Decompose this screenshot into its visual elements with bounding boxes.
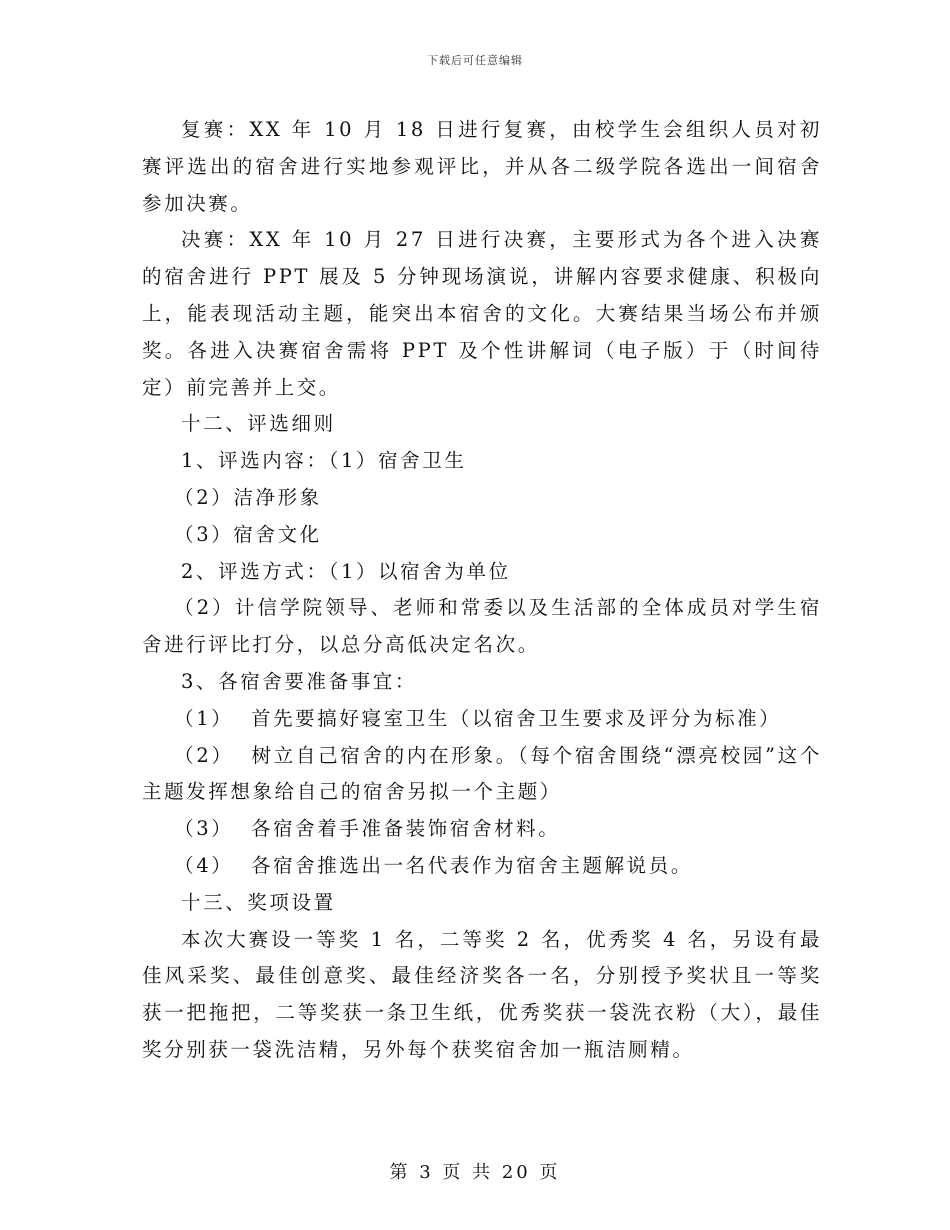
page-header-note: 下载后可任意编辑 xyxy=(427,54,523,67)
list-item-prep-materials: （3） 各宿舍着手准备装饰宿舍材料。 xyxy=(174,817,561,841)
list-item-judging-content: 1、评选内容：（1）宿舍卫生 xyxy=(181,449,467,473)
list-item-prep-image: （2） 树立自己宿舍的内在形象。（每个宿舍围绕“漂亮校园”这个主题发挥想象给自己的宿舍另拟一个主题） xyxy=(142,743,822,804)
paragraph-semifinal: 复赛：XX 年 10 月 18 日进行复赛，由校学生会组织人员对初赛评选出的宿舍进行实地参观评比，并从各二级学院各选出一间宿舍参加决赛。 xyxy=(142,118,822,215)
list-item-scoring: （2）计信学院领导、老师和常委以及生活部的全体成员对学生宿舍进行评比打分，以总分高低决定名次。 xyxy=(142,596,822,657)
list-item-dorm-culture: （3）宿舍文化 xyxy=(174,522,322,546)
section-heading-awards: 十三、奖项设置 xyxy=(181,890,336,914)
list-item-clean-image: （2）洁净形象 xyxy=(174,485,322,509)
document-body xyxy=(142,112,822,1069)
list-item-preparations: 3、各宿舍要准备事宜： xyxy=(181,669,418,693)
paragraph-awards: 本次大赛设一等奖 1 名，二等奖 2 名，优秀奖 4 名，另设有最佳风采奖、最佳创意奖、最佳经济奖各一名，分别授予奖状且一等奖获一把拖把，二等奖获一条卫生纸，优秀奖获一袋洗衣粉（大），最佳奖分别获一袋洗洁精，另外每个获奖宿舍加一瓶洁厕精。 xyxy=(142,927,822,1061)
paragraph-final: 决赛：XX 年 10 月 27 日进行决赛，主要形式为各个进入决赛的宿舍进行 PPT 展及 5 分钟现场演说，讲解内容要求健康、积极向上，能表现活动主题，能突出本宿舍的文化。大赛结果当场公布并颁奖。各进入决赛宿舍需将 PPT 及个性讲解词（电子版）于（时间待定）前完善并上交。 xyxy=(142,228,822,399)
list-item-prep-hygiene: （1） 首先要搞好寝室卫生（以宿舍卫生要求及评分为标准） xyxy=(174,706,782,730)
list-item-prep-representative: （4） 各宿舍推选出一名代表作为宿舍主题解说员。 xyxy=(174,853,693,877)
list-item-judging-method: 2、评选方式：（1）以宿舍为单位 xyxy=(181,559,511,583)
page-number-footer: 第 3 页 共 20 页 xyxy=(389,1162,561,1183)
section-heading-judging-rules: 十二、评选细则 xyxy=(181,412,336,436)
